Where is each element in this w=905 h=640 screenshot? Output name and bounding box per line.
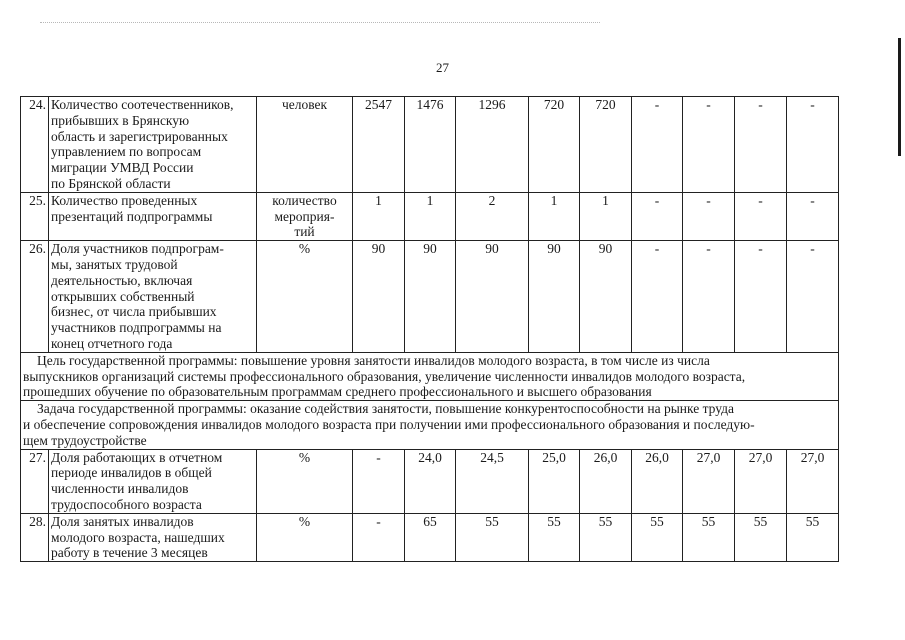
value-cell <box>580 241 632 353</box>
value-cell <box>683 449 735 513</box>
task-line: щем трудоустройстве <box>23 432 147 448</box>
table-body-top <box>21 97 839 353</box>
value-text: - <box>758 97 763 112</box>
value-cell <box>456 449 529 513</box>
row-number <box>21 513 49 561</box>
value-text: 55 <box>753 513 768 529</box>
value-text: 90 <box>371 241 386 257</box>
indicator-name-line: участников подпрограммы на <box>51 320 222 336</box>
value-text: 90 <box>485 241 499 257</box>
value-text: 55 <box>598 513 613 529</box>
indicator-name-line: деятельностью, включая <box>51 272 193 288</box>
value-text: 27,0 <box>800 449 825 465</box>
indicator-name-line: Доля занятых инвалидов <box>51 513 194 529</box>
table-row <box>21 449 839 513</box>
value-cell <box>529 97 580 193</box>
table-row <box>21 192 839 240</box>
indicator-name-line: презентаций подпрограммы <box>51 208 213 224</box>
value-text: 1 <box>426 192 434 208</box>
value-cell <box>529 192 580 240</box>
value-text: 55 <box>485 513 499 529</box>
value-cell <box>787 449 839 513</box>
value-text: - <box>654 241 660 257</box>
unit-line: % <box>298 241 311 257</box>
indicator-name-line: область и зарегистрированных <box>51 128 228 144</box>
row-number-text: 26. <box>29 241 46 257</box>
value-text: 55 <box>805 513 820 529</box>
value-cell <box>580 97 632 193</box>
value-text: 27,0 <box>748 449 773 465</box>
value-cell <box>735 449 787 513</box>
value-text: 24,5 <box>480 449 504 465</box>
unit-cell <box>257 449 353 513</box>
value-text: - <box>376 513 381 529</box>
value-cell <box>405 449 456 513</box>
value-cell <box>353 192 405 240</box>
row-number-text: 27. <box>29 449 46 465</box>
value-text: - <box>654 192 660 208</box>
value-text: - <box>810 97 815 112</box>
value-text: - <box>706 241 711 257</box>
task-cell <box>21 401 839 449</box>
page-number: 27 <box>436 60 449 75</box>
unit-line: количество <box>272 192 337 208</box>
value-cell <box>405 241 456 353</box>
goal-section <box>21 352 839 449</box>
indicator-name-line: Количество соотечественников, <box>51 97 234 112</box>
row-number-text: 24. <box>29 97 46 112</box>
value-cell <box>529 449 580 513</box>
value-text: 2547 <box>365 97 392 112</box>
value-cell <box>456 241 529 353</box>
value-cell <box>683 513 735 561</box>
indicators-table <box>20 96 839 562</box>
scan-edge-mark <box>898 38 901 156</box>
value-cell <box>683 241 735 353</box>
value-cell <box>787 97 839 193</box>
value-text: 1476 <box>416 97 444 112</box>
unit-line: мероприя- <box>274 208 335 224</box>
indicator-name-line: Доля работающих в отчетном <box>51 449 223 465</box>
value-cell <box>632 192 683 240</box>
unit-line: тий <box>294 224 315 240</box>
value-text: 24,0 <box>418 449 442 465</box>
task-row <box>21 401 839 449</box>
value-cell <box>632 97 683 193</box>
indicator-name-line: трудоспособного возраста <box>51 496 202 512</box>
row-number <box>21 192 49 240</box>
indicator-name-line: открывших собственный <box>51 288 195 304</box>
row-number-text: 28. <box>29 513 46 529</box>
indicator-name-line: работу в течение 3 месяцев <box>51 545 208 561</box>
task-line: Задача государственной программы: оказание содействия занятости, повышение конкурентоспособности на рынке труда <box>37 401 734 417</box>
goal-cell <box>21 352 839 400</box>
indicator-name <box>49 97 257 193</box>
value-cell <box>632 449 683 513</box>
value-cell <box>735 97 787 193</box>
value-text: - <box>758 241 763 257</box>
unit-line: % <box>298 513 311 529</box>
value-cell <box>632 241 683 353</box>
value-text: 55 <box>701 513 716 529</box>
value-cell <box>632 513 683 561</box>
unit-cell <box>257 513 353 561</box>
indicator-name-line: периоде инвалидов в общей <box>51 465 212 481</box>
value-text: - <box>706 192 711 208</box>
value-cell <box>456 97 529 193</box>
value-text: 65 <box>423 513 437 529</box>
value-cell <box>580 513 632 561</box>
value-cell <box>787 241 839 353</box>
indicator-name <box>49 192 257 240</box>
value-cell <box>787 192 839 240</box>
indicator-name <box>49 449 257 513</box>
value-text: - <box>758 192 763 208</box>
value-cell <box>787 513 839 561</box>
indicator-name-line: бизнес, от числа прибывших <box>51 304 217 320</box>
unit-line: % <box>298 449 311 465</box>
value-text: - <box>706 97 711 112</box>
value-cell <box>456 513 529 561</box>
value-cell <box>529 513 580 561</box>
value-cell <box>353 513 405 561</box>
value-text: 26,0 <box>645 449 669 465</box>
value-cell <box>580 449 632 513</box>
unit-cell <box>257 241 353 353</box>
table-body-bottom <box>21 449 839 562</box>
value-cell <box>735 241 787 353</box>
value-text: 27,0 <box>696 449 721 465</box>
value-text: - <box>810 241 815 257</box>
goal-line: прошедших обучение по образовательным программам среднего профессионального и высшего образования <box>23 384 652 400</box>
value-text: 1296 <box>478 97 506 112</box>
value-text: 1 <box>375 192 382 208</box>
row-number-text: 25. <box>29 192 46 208</box>
table-row <box>21 241 839 353</box>
value-text: 55 <box>547 513 561 529</box>
table-row <box>21 513 839 561</box>
value-text: - <box>654 97 660 112</box>
indicator-name-line: миграции УМВД России <box>51 160 194 176</box>
goal-line: выпускников организаций системы профессионального образования, увеличение численности инвалидов молодого возраста, <box>23 368 746 384</box>
value-text: 720 <box>595 97 616 112</box>
value-text: 2 <box>488 192 496 208</box>
row-number <box>21 449 49 513</box>
value-cell <box>405 513 456 561</box>
value-text: 1 <box>550 192 558 208</box>
indicator-name-line: Доля участников подпрограм- <box>51 241 224 257</box>
indicator-name <box>49 513 257 561</box>
task-line: и обеспечение сопровождения инвалидов молодого возраста при получении ими профессионального образования и последую- <box>23 416 755 432</box>
indicator-name-line: по Брянской области <box>51 175 171 191</box>
row-number <box>21 97 49 193</box>
value-cell <box>353 449 405 513</box>
indicator-name-line: численности инвалидов <box>51 481 189 497</box>
indicator-name-line: молодого возраста, нашедших <box>51 529 225 545</box>
scan-noise <box>40 22 600 25</box>
value-text: 90 <box>598 241 613 257</box>
value-cell <box>580 192 632 240</box>
indicator-name-line: мы, занятых трудовой <box>51 256 178 272</box>
value-text: 55 <box>650 513 664 529</box>
value-cell <box>529 241 580 353</box>
value-text: - <box>376 449 381 465</box>
value-cell <box>735 192 787 240</box>
value-cell <box>683 192 735 240</box>
value-cell <box>353 241 405 353</box>
value-text: 25,0 <box>542 449 566 465</box>
value-text: 720 <box>543 97 565 112</box>
table-row <box>21 97 839 193</box>
value-text: 26,0 <box>593 449 618 465</box>
value-cell <box>405 192 456 240</box>
indicator-name-line: Количество проведенных <box>51 192 198 208</box>
unit-cell <box>257 97 353 193</box>
value-text: - <box>810 192 815 208</box>
value-text: 1 <box>602 192 609 208</box>
value-cell <box>456 192 529 240</box>
indicator-name-line: конец отчетного года <box>51 335 173 351</box>
goal-row <box>21 352 839 400</box>
value-cell <box>683 97 735 193</box>
value-cell <box>405 97 456 193</box>
goal-line: Цель государственной программы: повышение уровня занятости инвалидов молодого возраста, в том числе из числа <box>37 352 710 368</box>
unit-line: человек <box>281 97 328 112</box>
value-cell <box>353 97 405 193</box>
indicator-name-line: прибывших в Брянскую <box>51 112 190 128</box>
value-text: 90 <box>547 241 561 257</box>
indicator-name-line: управлением по вопросам <box>51 144 202 160</box>
unit-cell <box>257 192 353 240</box>
indicator-name <box>49 241 257 353</box>
value-cell <box>735 513 787 561</box>
value-text: 90 <box>423 241 437 257</box>
row-number <box>21 241 49 353</box>
